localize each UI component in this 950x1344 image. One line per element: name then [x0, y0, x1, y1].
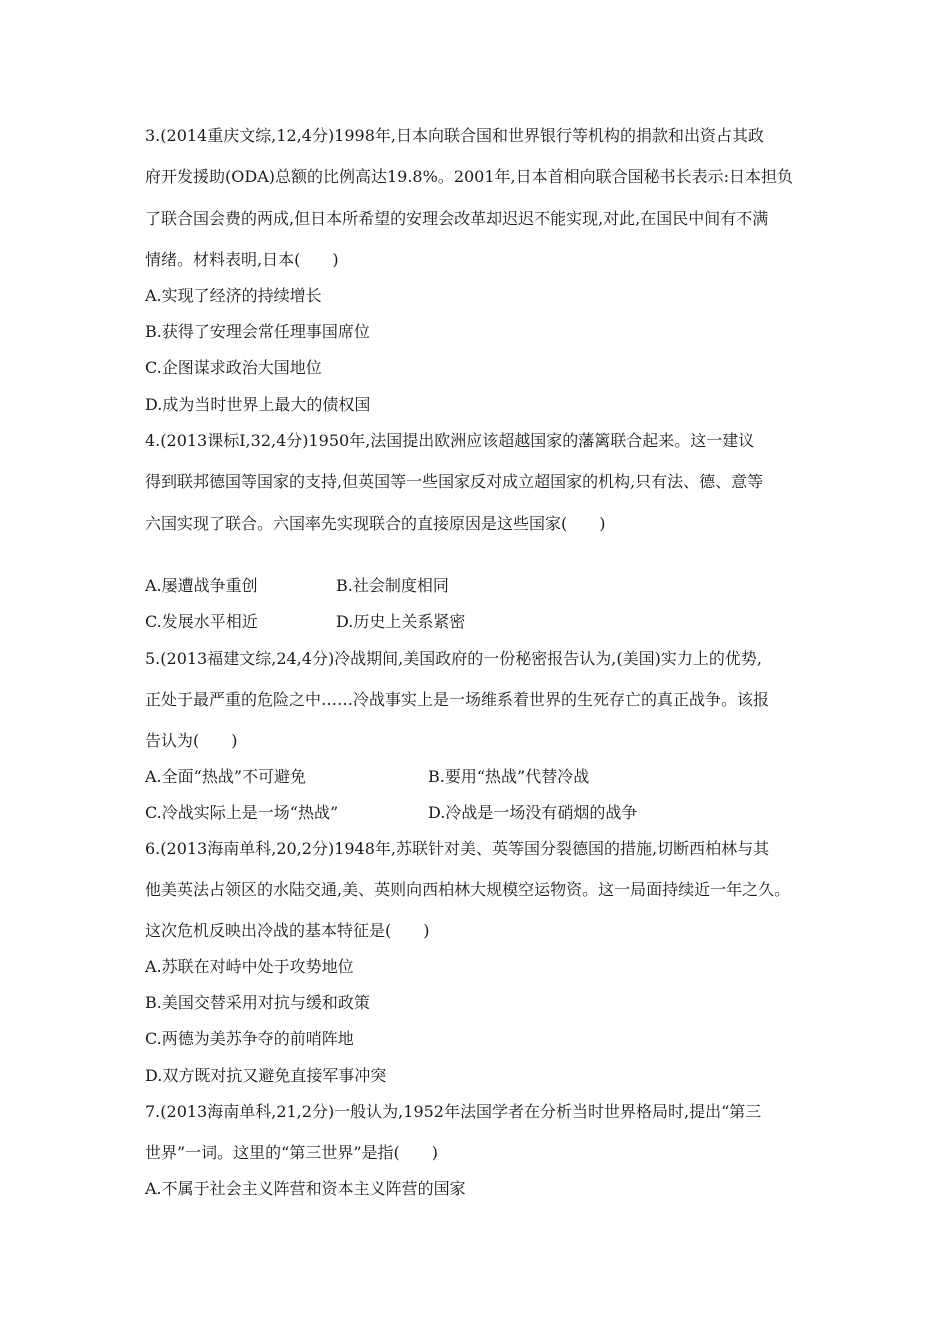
question-5-option-a: A.全面“热战”不可避免: [145, 767, 307, 786]
question-6-option-d: D.双方既对抗又避免直接军事冲突: [145, 1066, 387, 1085]
question-3-option-b: B.获得了安理会常任理事国席位: [145, 322, 370, 341]
question-3-stem-line-1: 3.(2014重庆文综,12,4分)1998年,日本向联合国和世界银行等机构的捐款和出资占其政: [145, 126, 764, 145]
question-5-option-d: D.冷战是一场没有硝烟的战争: [428, 803, 638, 822]
question-5-stem-line-2: 正处于最严重的危险之中……冷战事实上是一场维系着世界的生死存亡的真正战争。该报: [145, 690, 770, 709]
question-3-stem-line-4: 情绪。材料表明,日本( ): [145, 250, 339, 269]
question-7-stem-line-1: 7.(2013海南单科,21,2分)一般认为,1952年法国学者在分析当时世界格局时,提出“第三: [145, 1102, 762, 1121]
question-4-option-d: D.历史上关系紧密: [336, 612, 466, 631]
question-4-stem-line-3: 六国实现了联合。六国率先实现联合的直接原因是这些国家( ): [145, 514, 606, 533]
question-7-option-a: A.不属于社会主义阵营和资本主义阵营的国家: [145, 1179, 466, 1198]
question-3-option-a: A.实现了经济的持续增长: [145, 286, 322, 305]
question-3-option-d: D.成为当时世界上最大的债权国: [145, 395, 371, 414]
question-4-option-a: A.屡遭战争重创: [145, 576, 258, 595]
question-6-stem-line-3: 这次危机反映出冷战的基本特征是( ): [145, 921, 430, 940]
question-6-stem-line-1: 6.(2013海南单科,20,2分)1948年,苏联针对美、英等国分裂德国的措施,切断西柏林与其: [145, 839, 770, 858]
question-4-stem-line-1: 4.(2013课标Ⅰ,32,4分)1950年,法国提出欧洲应该超越国家的藩篱联合起来。这一建议: [145, 431, 755, 450]
question-4-option-c: C.发展水平相近: [145, 612, 258, 631]
question-6-option-c: C.两德为美苏争夺的前哨阵地: [145, 1029, 354, 1048]
question-6-option-a: A.苏联在对峙中处于攻势地位: [145, 957, 354, 976]
question-6-option-b: B.美国交替采用对抗与缓和政策: [145, 993, 370, 1012]
question-5-stem-line-3: 告认为( ): [145, 731, 238, 750]
question-4-option-b: B.社会制度相同: [336, 576, 449, 595]
question-3-option-c: C.企图谋求政治大国地位: [145, 358, 322, 377]
question-5-stem-line-1: 5.(2013福建文综,24,4分)冷战期间,美国政府的一份秘密报告认为,(美国)实力上的优势,: [145, 649, 762, 668]
question-6-stem-line-2: 他美英法占领区的水陆交通,美、英则向西柏林大规模空运物资。这一局面持续近一年之久。: [145, 880, 791, 899]
question-5-option-b: B.要用“热战”代替冷战: [428, 767, 590, 786]
question-3-stem-line-3: 了联合国会费的两成,但日本所希望的安理会改革却迟迟不能实现,对此,在国民中间有不满: [145, 209, 769, 228]
question-7-stem-line-2: 世界”一词。这里的“第三世界”是指( ): [145, 1143, 439, 1162]
question-3-stem-line-2: 府开发援助(ODA)总额的比例高达19.8%。2001年,日本首相向联合国秘书长表示:日本担负: [145, 167, 794, 186]
question-5-option-c: C.冷战实际上是一场“热战”: [145, 803, 339, 822]
question-4-stem-line-2: 得到联邦德国等国家的支持,但英国等一些国家反对成立超国家的机构,只有法、德、意等: [145, 472, 764, 491]
